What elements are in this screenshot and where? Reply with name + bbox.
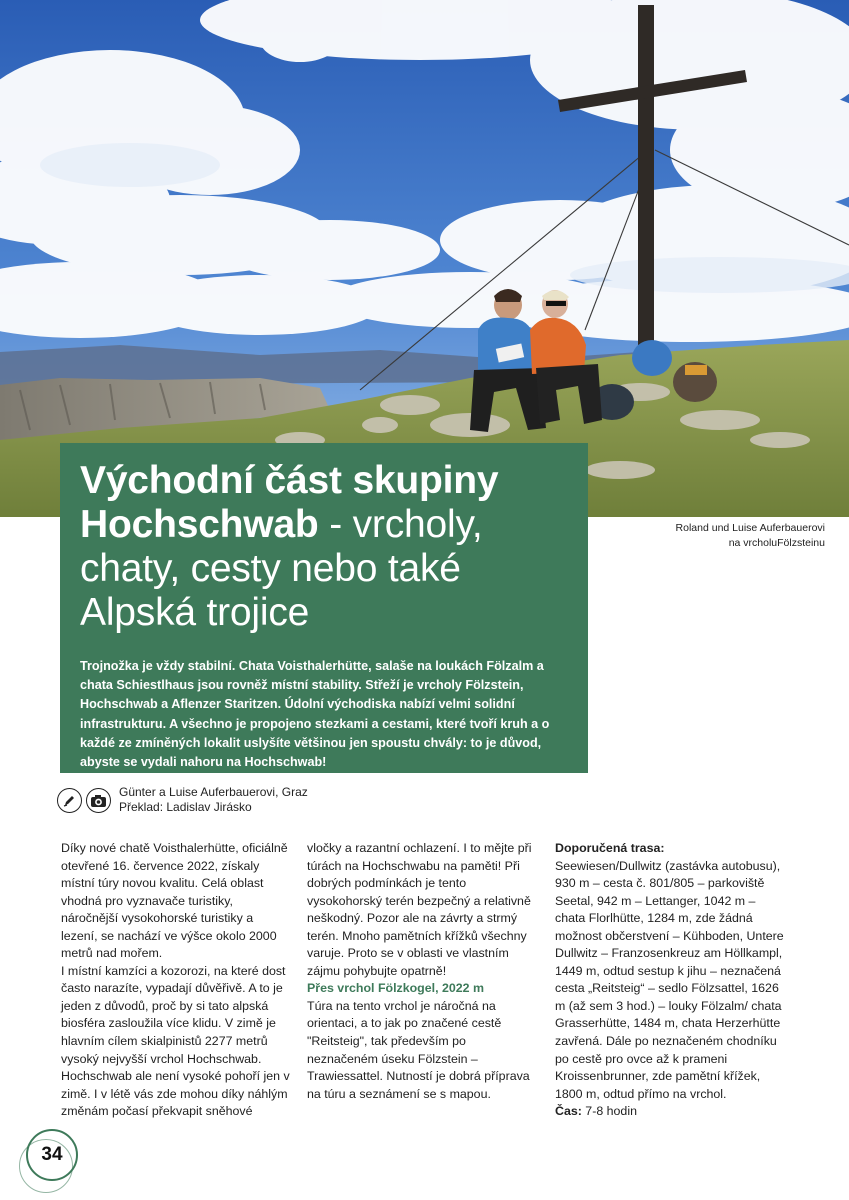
column-2-paragraph-2: Túra na tento vrchol je náročná na orientaci, a to jak po značené cestě "Reitsteig", tak především po neznačeném úseku Fölzstein – Trawiessattel. Nutností je dobrá příprava na túru a seznámení se s mapou. xyxy=(307,998,530,1101)
hero-photo xyxy=(0,0,849,517)
summit-photo-illustration xyxy=(0,0,849,517)
credit-translation: Překlad: Ladislav Jirásko xyxy=(119,800,252,814)
caption-line-2: na vrcholuFölzsteinu xyxy=(728,537,825,549)
title-line-4: Alpská trojice xyxy=(80,591,310,634)
column-2-paragraph-1: vločky a razantní ochlazení. I to mějte při túrách na Hochschwabu na paměti! Při dobrých podmínkách je tento vysokohorský terén bezpečný a relativně neškodný. Pozor ale na závrty a strmý terén. Mnoho pamětních křížků všechny varuje. Proto se v oblasti ve vlastním zájmu pohybujte opatrně! xyxy=(307,841,532,978)
pen-icon xyxy=(57,788,82,813)
credit-authors: Günter a Luise Auferbauerovi, Graz xyxy=(119,785,308,799)
article-title xyxy=(80,459,570,635)
credit-text xyxy=(119,785,308,815)
column-2-subheading: Přes vrchol Fölzkogel, 2022 m xyxy=(307,981,484,996)
route-heading: Doporučená trasa: xyxy=(555,841,665,855)
route-time xyxy=(555,1103,788,1121)
credits xyxy=(57,783,308,817)
title-line-2-light: - vrcholy, xyxy=(318,503,483,546)
caption-line-1: Roland und Luise Auferbauerovi xyxy=(675,522,825,534)
lead-paragraph: Trojnožka je vždy stabilní. Chata Voisthalerhütte, salaše na loukách Fölzalm a chata Schiestlhaus jsou rovněž místní stability. Střeží je vrcholy Fölzstein, Hochschwab a Aflenzer Staritzen. Údolní východiska nabízí velmi solidní infrastrukturu. A všechno je propojeno stezkami a cestami, které tvoří kruh a o každé ze zmíněných lokalit uslyšíte většinou jen spoustu chvály: to je důvod, abyste se vydali nahoru na Hochschwab! xyxy=(80,659,550,770)
column-2 xyxy=(307,840,539,1103)
column-1 xyxy=(61,840,292,1121)
time-label: Čas: xyxy=(555,1104,582,1119)
title-line-1: Východní část skupiny xyxy=(80,459,499,502)
page-number-badge xyxy=(26,1129,78,1181)
route-description: Seewiesen/Dullwitz (zastávka autobusu), 930 m – cesta č. 801/805 – parkoviště Seetal, 942 m – Lettanger, 1042 m – chata Florlhütte, 1284 m, zde žádná možnost občerstvení – Kühboden, Untere Dullwitz – Franzosenkreuz am Höllkampl, 1449 m, odtud sestup k jihu – neznačená cesta „Reitsteig“ – sedlo Fölzsattel, 1626 m (až sem 3 hod.) – louky Fölzalm/ chata Grasserhütte, 1484 m, chata Herzerhütte zavřená. Dále po neznačeném chodníku po cestě pro ovce až k prameni Kroissenbrunner, zde pamětní křížek, 1800 m, odtud přímo na vrchol. xyxy=(555,858,784,1101)
title-box xyxy=(60,443,588,773)
page-number: 34 xyxy=(41,1144,63,1165)
column-1-paragraph-1: Díky nové chatě Voisthalerhütte, oficiálně otevřené 16. července 2022, získaly místní túry novou kvalitu. Celá oblast vhodná pro vyznavače turistiky, náročnější vysokohorské turistiky a lezení, se nachází ve výšce okolo 2000 metrů nad mořem. xyxy=(61,841,288,961)
title-line-3: chaty, cesty nebo také xyxy=(80,547,461,590)
time-value: 7-8 hodin xyxy=(581,1104,637,1119)
photo-caption xyxy=(600,521,825,551)
camera-icon xyxy=(86,788,111,813)
column-3 xyxy=(555,840,788,1121)
column-1-paragraph-2: I místní kamzíci a kozorozi, na které dost často narazíte, vypadají důvěřivě. A to je jeden z důvodů, proč by si tato alpská biosféra zasloužila více klidu. V zimě je hlavním cílem skialpinistů 2277 metrů vysoký nejvyšší vrchol Hochschwab. Hochschwab ale není vysoké pohoří jen v zimě. I v létě vás zde mohou díky náhlým změnám počasí překvapit sněhové xyxy=(61,963,290,1119)
title-line-2-bold: Hochschwab xyxy=(80,503,319,546)
